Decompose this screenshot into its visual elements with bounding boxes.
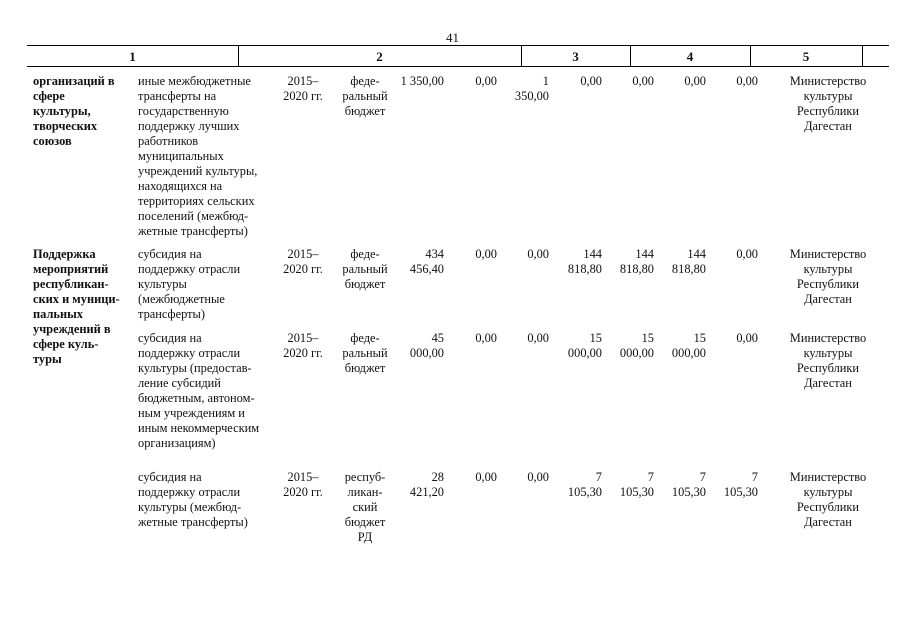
cell-measure-line: поселений (межбюд- <box>138 209 249 223</box>
cell-executor-line: Республики <box>796 500 860 514</box>
cell-measure-line: муниципальных <box>138 149 224 163</box>
cell-total-line: 456,40 <box>409 262 444 276</box>
cell-y2020-line: 0,00 <box>736 331 758 345</box>
cell-y2015 <box>452 470 497 485</box>
cell-measure-line: субсидия на <box>138 247 202 261</box>
cell-y2015-line: 0,00 <box>475 331 497 345</box>
cell-y2017-line: 818,80 <box>567 262 602 276</box>
cell-period-line: 2020 гг. <box>283 89 323 103</box>
cell-y2019-line: 818,80 <box>671 262 706 276</box>
cell-total <box>390 470 444 500</box>
cell-total <box>390 74 444 89</box>
cell-period <box>278 331 328 361</box>
cell-y2020 <box>712 247 758 262</box>
cell-y2017-line: 15 <box>589 331 602 345</box>
cell-group-line: республикан- <box>33 277 109 291</box>
cell-group-line: организаций в <box>33 74 115 88</box>
header-divider-5 <box>862 45 863 66</box>
cell-group-line: учреждений в <box>33 322 111 336</box>
cell-measure-line: государственную <box>138 104 229 118</box>
cell-y2019-line: 0,00 <box>684 74 706 88</box>
cell-y2019-line: 000,00 <box>671 346 706 360</box>
cell-executor-line: Министерство <box>789 74 867 88</box>
cell-total-line: 28 <box>431 470 444 484</box>
cell-y2016 <box>503 470 549 485</box>
cell-executor-line: Министерство <box>789 247 867 261</box>
cell-y2015 <box>452 331 497 346</box>
cell-measure-line: (межбюджетные <box>138 292 225 306</box>
cell-measure-line: иные межбюджетные <box>138 74 251 88</box>
cell-group-line: ских и муници- <box>33 292 120 306</box>
cell-y2016-line: 0,00 <box>527 247 549 261</box>
cell-total-line: 45 <box>431 331 444 345</box>
header-col-4: 4 <box>686 49 694 64</box>
header-col-2: 2 <box>376 49 383 64</box>
cell-executor-line: культуры <box>803 346 853 360</box>
cell-total-line: 000,00 <box>409 346 444 360</box>
cell-measure-line: бюджетным, автоном- <box>138 391 255 405</box>
cell-period <box>278 247 328 277</box>
cell-y2020-line: 7 <box>751 470 758 484</box>
cell-y2016 <box>503 331 549 346</box>
cell-period <box>278 470 328 500</box>
cell-measure-line: учреждений культуры, <box>138 164 258 178</box>
cell-y2019-line: 144 <box>687 247 706 261</box>
cell-y2020-line: 0,00 <box>736 74 758 88</box>
cell-measure-line: жетные трансферты) <box>138 224 248 238</box>
cell-y2018 <box>608 470 654 500</box>
cell-y2018-line: 144 <box>635 247 654 261</box>
cell-y2015-line: 0,00 <box>475 470 497 484</box>
cell-group-line: Поддержка <box>33 247 96 261</box>
cell-executor <box>772 247 884 307</box>
cell-measure-line: поддержку отрасли <box>138 485 241 499</box>
cell-executor-line: Министерство <box>789 331 867 345</box>
cell-total <box>390 247 444 277</box>
cell-group-line: союзов <box>33 134 72 148</box>
cell-y2017-line: 000,00 <box>567 346 602 360</box>
cell-source-line: бюджет <box>344 277 386 291</box>
cell-y2018-line: 7 <box>647 470 654 484</box>
header-col-3: 3 <box>572 49 579 64</box>
cell-executor-line: культуры <box>803 262 853 276</box>
cell-measure-line: трансферты на <box>138 89 217 103</box>
cell-y2017 <box>556 331 602 361</box>
cell-measure-line: иным некоммерческим <box>138 421 260 435</box>
cell-y2020 <box>712 331 758 346</box>
cell-y2017-line: 105,30 <box>567 485 602 499</box>
cell-executor-line: Дагестан <box>804 292 852 306</box>
cell-period <box>278 74 328 104</box>
cell-source-line: феде- <box>350 331 380 345</box>
cell-y2017-line: 7 <box>595 470 602 484</box>
cell-group-line: туры <box>33 352 62 366</box>
cell-executor-line: Республики <box>796 361 860 375</box>
cell-group-line: творческих <box>33 119 98 133</box>
cell-y2020 <box>712 74 758 89</box>
cell-y2018-line: 0,00 <box>632 74 654 88</box>
cell-executor-line: Республики <box>796 277 860 291</box>
cell-measure <box>138 74 273 239</box>
cell-total-line: 434 <box>425 247 444 261</box>
cell-group <box>33 74 128 149</box>
cell-y2019-line: 15 <box>693 331 706 345</box>
cell-source-line: феде- <box>350 247 380 261</box>
cell-group-line: сфере куль- <box>33 337 99 351</box>
cell-y2018-line: 000,00 <box>619 346 654 360</box>
cell-y2016 <box>503 247 549 262</box>
cell-period-line: 2015– <box>287 247 319 261</box>
cell-y2017-line: 144 <box>583 247 602 261</box>
cell-group-line: культуры, <box>33 104 91 118</box>
cell-source-line: ский <box>352 500 378 514</box>
cell-measure-line: ным учреждениям и <box>138 406 245 420</box>
cell-source-line: бюджет <box>344 515 386 529</box>
cell-source <box>335 470 395 545</box>
cell-executor-line: культуры <box>803 89 853 103</box>
cell-measure-line: находящихся на <box>138 179 223 193</box>
cell-source <box>335 247 395 292</box>
cell-source-line: феде- <box>350 74 380 88</box>
cell-measure-line: работников <box>138 134 199 148</box>
cell-period-line: 2015– <box>287 331 319 345</box>
cell-y2019-line: 105,30 <box>671 485 706 499</box>
cell-group-line: мероприятий <box>33 262 109 276</box>
cell-y2018-line: 105,30 <box>619 485 654 499</box>
cell-y2020-line: 105,30 <box>723 485 758 499</box>
cell-measure-line: культуры (предостав- <box>138 361 252 375</box>
cell-measure-line: культуры <box>138 277 187 291</box>
cell-y2017-line: 0,00 <box>580 74 602 88</box>
cell-y2017 <box>556 247 602 277</box>
cell-executor <box>772 470 884 530</box>
cell-y2019 <box>660 470 706 500</box>
cell-y2015 <box>452 74 497 89</box>
cell-y2020-line: 0,00 <box>736 247 758 261</box>
cell-total-line: 1 350,00 <box>400 74 444 88</box>
cell-total <box>390 331 444 361</box>
cell-executor-line: культуры <box>803 485 853 499</box>
cell-group <box>33 247 128 367</box>
cell-source-line: бюджет <box>344 104 386 118</box>
cell-period-line: 2020 гг. <box>283 262 323 276</box>
cell-y2015-line: 0,00 <box>475 74 497 88</box>
cell-executor-line: Республики <box>796 104 860 118</box>
cell-measure-line: поддержку отрасли <box>138 346 241 360</box>
cell-executor-line: Дагестан <box>804 119 852 133</box>
cell-measure-line: субсидия на <box>138 470 202 484</box>
cell-source-line: респуб- <box>344 470 386 484</box>
cell-y2020 <box>712 470 758 500</box>
cell-total-line: 421,20 <box>409 485 444 499</box>
cell-measure <box>138 331 273 451</box>
cell-y2018 <box>608 331 654 361</box>
cell-y2016-line: 0,00 <box>527 470 549 484</box>
cell-measure-line: поддержку отрасли <box>138 262 241 276</box>
cell-measure-line: организациям) <box>138 436 216 450</box>
cell-measure-line: жетные трансферты) <box>138 515 248 529</box>
cell-measure <box>138 470 273 530</box>
cell-measure-line: ление субсидий <box>138 376 221 390</box>
cell-y2017 <box>556 470 602 500</box>
cell-y2019 <box>660 331 706 361</box>
cell-y2015 <box>452 247 497 262</box>
cell-y2019 <box>660 74 706 89</box>
cell-group-line: сфере <box>33 89 65 103</box>
cell-source <box>335 74 395 119</box>
cell-source-line: ральный <box>342 89 388 103</box>
cell-measure <box>138 247 273 322</box>
header-col-1: 1 <box>129 49 136 64</box>
header-col-5: 5 <box>802 49 810 64</box>
cell-y2019 <box>660 247 706 277</box>
cell-source <box>335 331 395 376</box>
cell-source-line: ральный <box>342 262 388 276</box>
cell-measure-line: поддержку лучших <box>138 119 240 133</box>
cell-y2018 <box>608 247 654 277</box>
cell-y2016-line: 1 <box>542 74 549 88</box>
cell-y2018-line: 15 <box>641 331 654 345</box>
cell-period-line: 2020 гг. <box>283 485 323 499</box>
header-bottom-rule <box>27 66 889 67</box>
cell-executor-line: Дагестан <box>804 515 852 529</box>
cell-measure-line: субсидия на <box>138 331 202 345</box>
cell-measure-line: территориях сельских <box>138 194 255 208</box>
cell-y2016-line: 350,00 <box>514 89 549 103</box>
cell-executor <box>772 74 884 134</box>
cell-source-line: бюджет <box>344 361 386 375</box>
cell-source-line: ральный <box>342 346 388 360</box>
cell-measure-line: трансферты) <box>138 307 205 321</box>
cell-period-line: 2015– <box>287 470 319 484</box>
header-top-rule <box>27 45 889 46</box>
cell-y2016-line: 0,00 <box>527 331 549 345</box>
page-number: 41 <box>446 30 459 45</box>
cell-period-line: 2015– <box>287 74 319 88</box>
cell-y2019-line: 7 <box>699 470 706 484</box>
cell-measure-line: культуры (межбюд- <box>138 500 242 514</box>
cell-source-line: ликан- <box>347 485 383 499</box>
cell-y2016 <box>503 74 549 104</box>
cell-group-line: пальных <box>33 307 83 321</box>
cell-period-line: 2020 гг. <box>283 346 323 360</box>
cell-y2018 <box>608 74 654 89</box>
cell-y2015-line: 0,00 <box>475 247 497 261</box>
cell-executor-line: Дагестан <box>804 376 852 390</box>
cell-y2017 <box>556 74 602 89</box>
cell-executor <box>772 331 884 391</box>
cell-y2018-line: 818,80 <box>619 262 654 276</box>
cell-executor-line: Министерство <box>789 470 867 484</box>
cell-source-line: РД <box>357 530 373 544</box>
